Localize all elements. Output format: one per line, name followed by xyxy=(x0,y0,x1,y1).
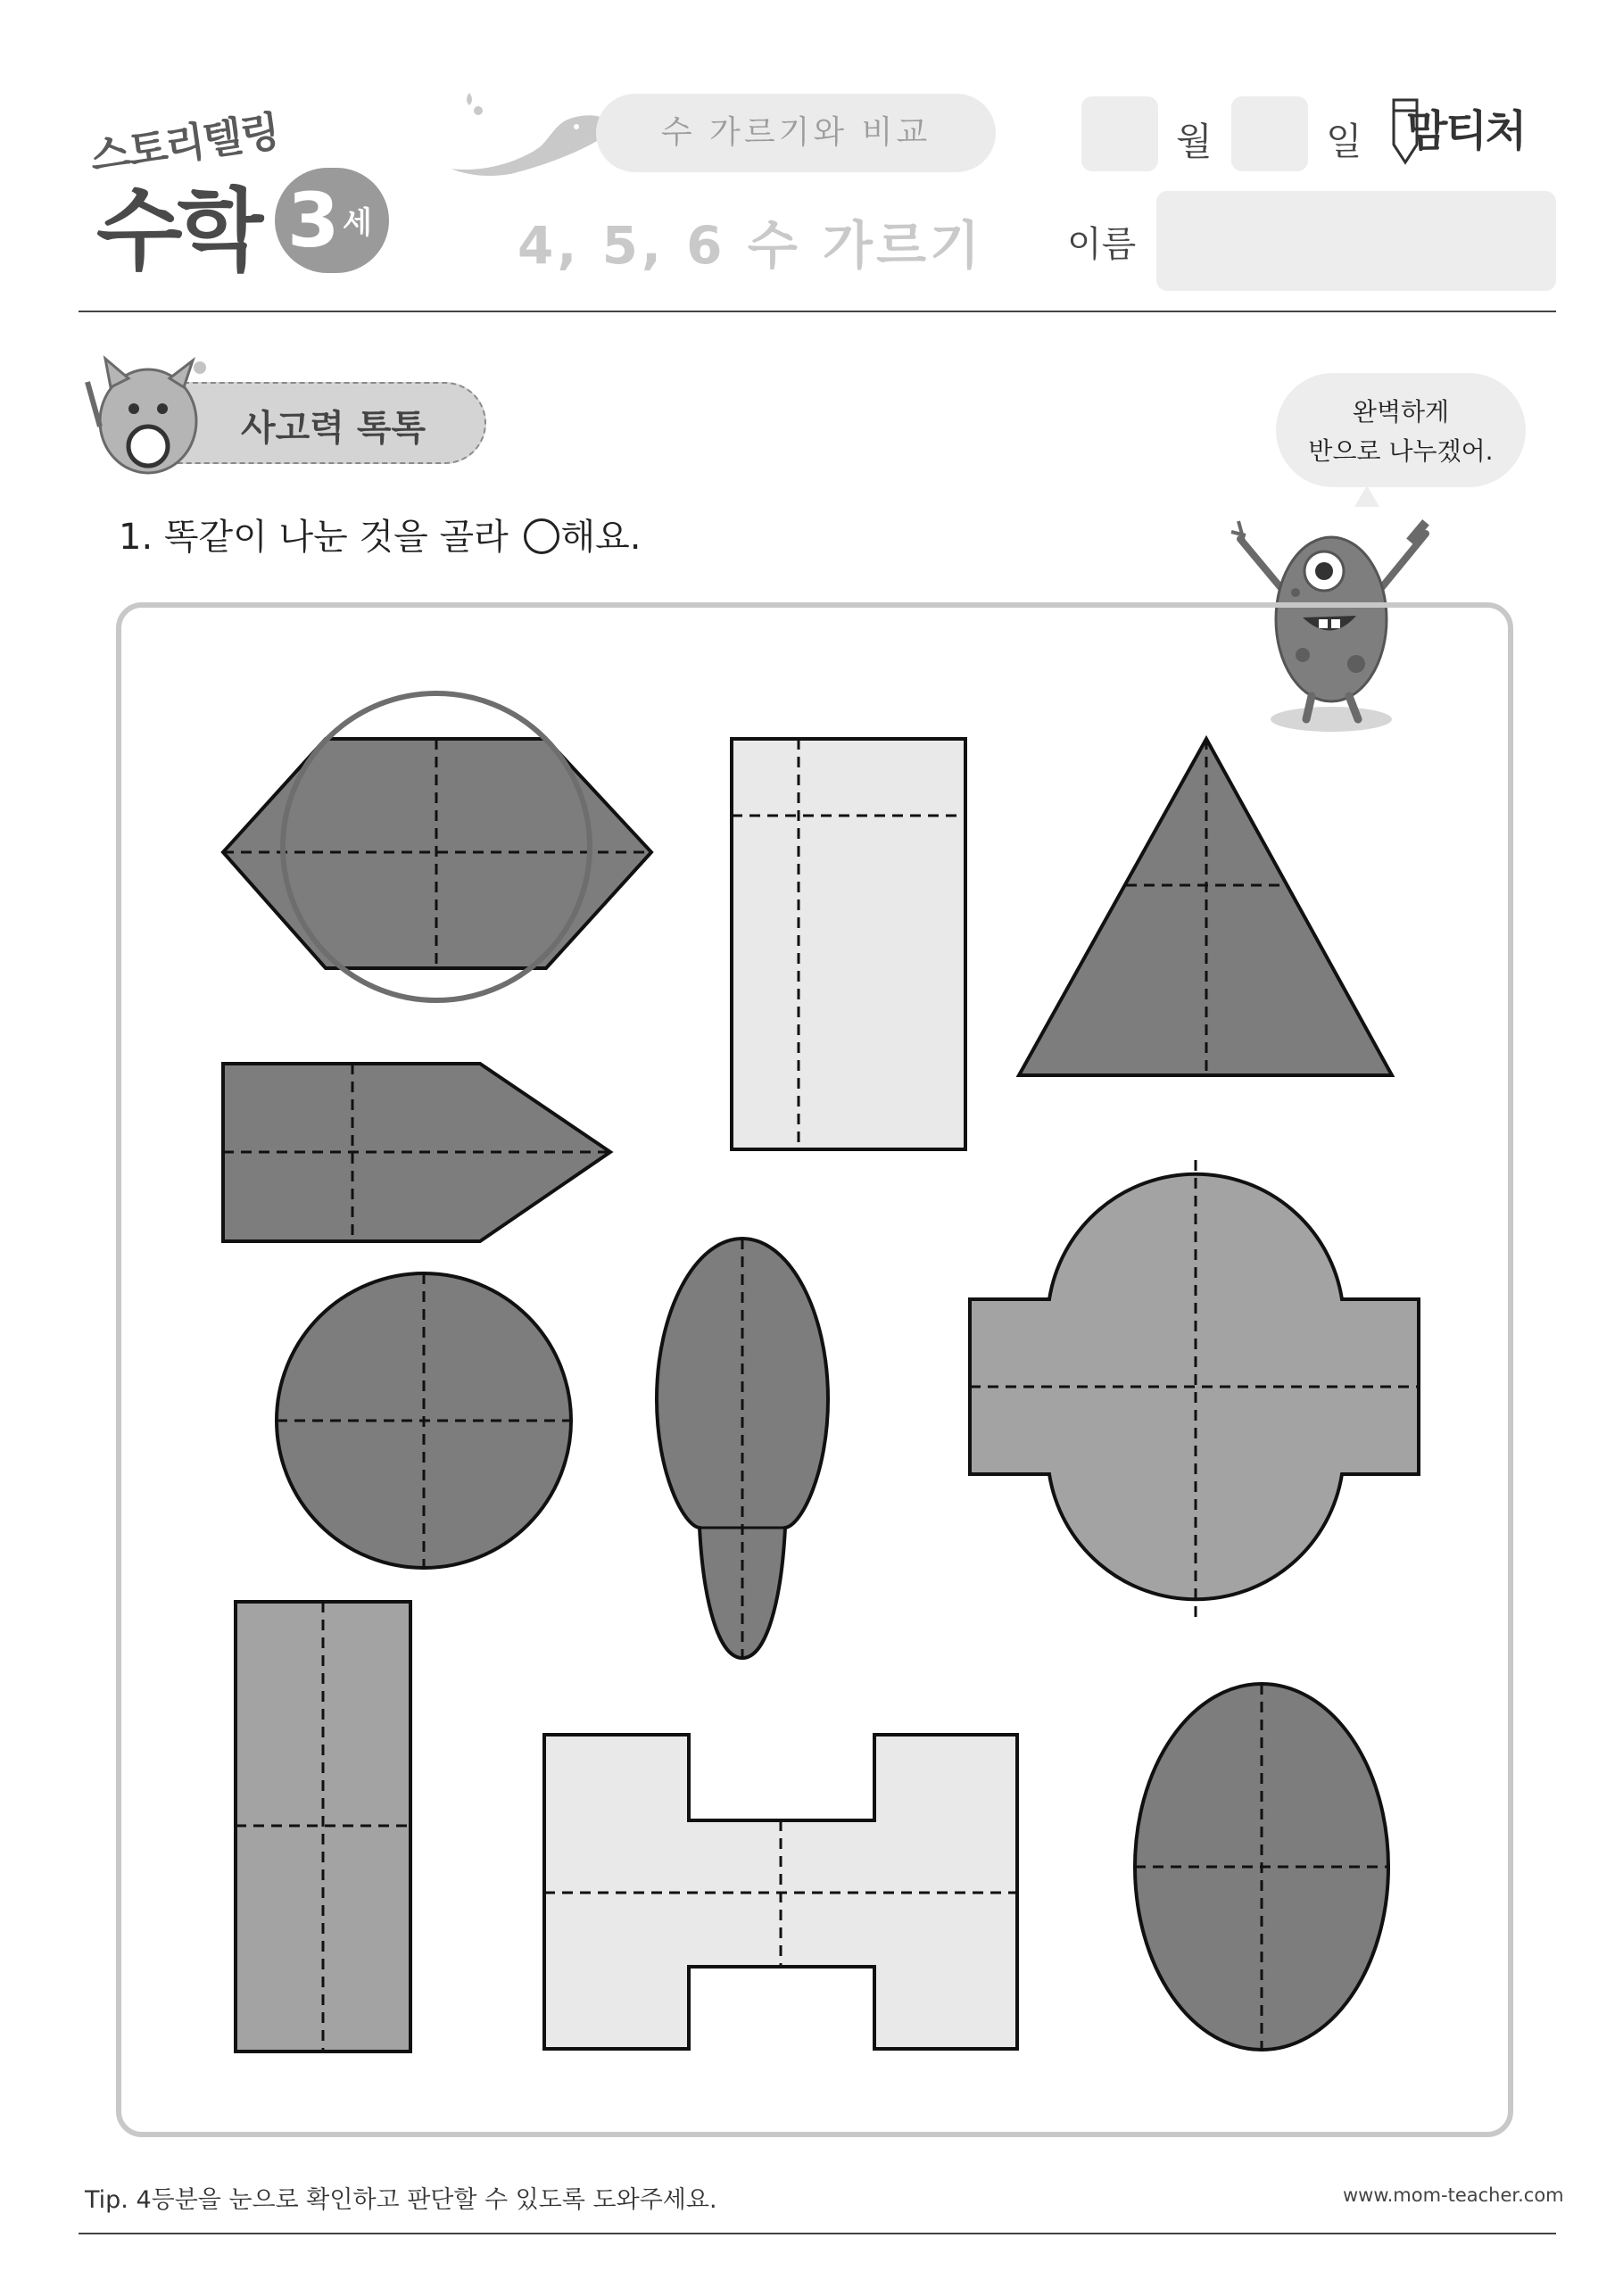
speech-line-2: 반으로 나누겠어. xyxy=(1308,436,1494,466)
shape-oval[interactable] xyxy=(1135,1684,1388,2050)
question-number: 1. xyxy=(119,517,153,558)
worksheet-subtitle: 4, 5, 6 수 가르기 xyxy=(518,215,984,276)
footer-divider xyxy=(79,2233,1556,2234)
age-unit: 세 xyxy=(343,205,372,241)
age-number: 3 xyxy=(287,177,340,264)
shape-tall-rectangle[interactable] xyxy=(732,739,965,1149)
question-text-before: 똑같이 나눈 것을 골라 xyxy=(163,517,509,558)
shape-triangle[interactable] xyxy=(1019,739,1392,1075)
month-label: 월 xyxy=(1176,120,1213,163)
footer-tip: Tip. 4등분을 눈으로 확인하고 판단할 수 있도록 도와주세요. xyxy=(85,2186,717,2214)
brand-main-text: 수학 xyxy=(96,178,259,283)
shape-narrow-rectangle[interactable] xyxy=(236,1602,410,2051)
name-label: 이름 xyxy=(1067,224,1137,265)
brand-top-text: 스토리텔링 xyxy=(87,106,282,181)
shape-rounded-cross[interactable] xyxy=(970,1160,1419,1617)
question-text-after: 해요. xyxy=(560,517,642,558)
footer-url[interactable]: www.mom-teacher.com xyxy=(1343,2184,1564,2206)
shape-h[interactable] xyxy=(544,1735,1017,2049)
day-label: 일 xyxy=(1326,120,1362,163)
shape-pentagon-arrow[interactable] xyxy=(223,1064,610,1241)
section-title: 사고력 톡톡 xyxy=(241,408,426,449)
topic-pill: 수 가르기와 비교 xyxy=(596,94,996,172)
speech-line-1: 완벽하게 xyxy=(1352,397,1450,427)
shape-circle[interactable] xyxy=(277,1273,571,1568)
shape-leaf[interactable] xyxy=(657,1239,828,1658)
mom-teacher-logo: 맘티처 xyxy=(1406,106,1526,156)
